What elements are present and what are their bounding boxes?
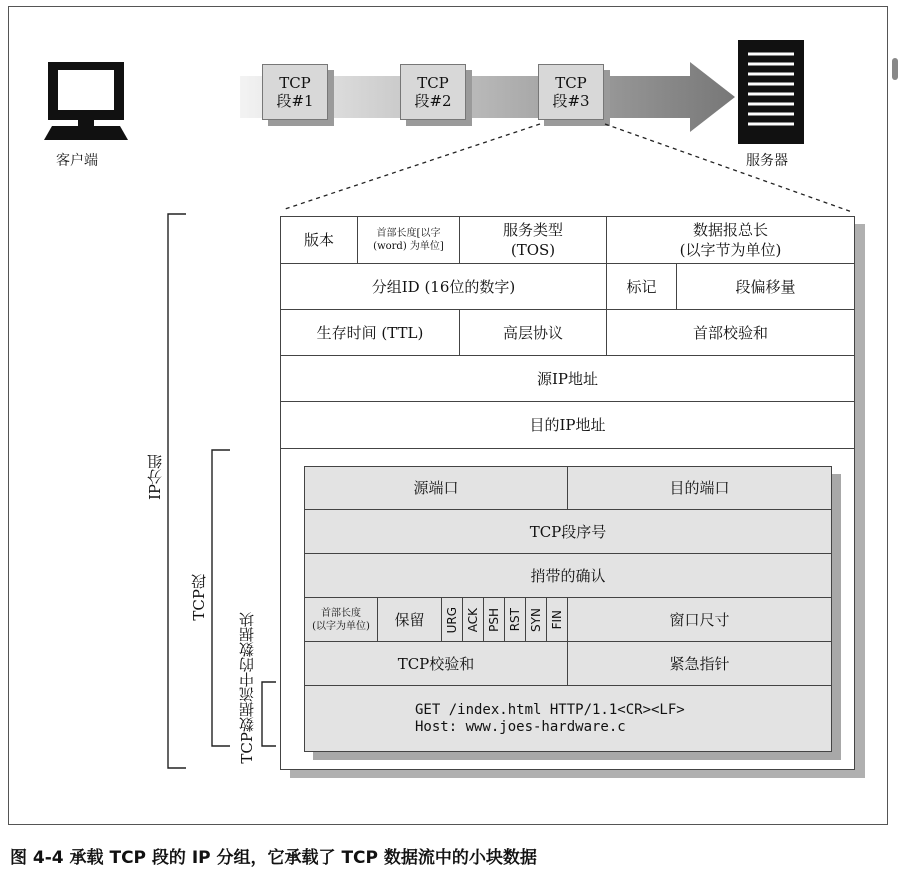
urgent-pointer-text: 紧急指针: [669, 655, 730, 673]
dest-port-text: 目的端口: [669, 479, 730, 497]
packet-id-text: 分组ID (16位的数字): [371, 278, 516, 296]
flag-rst-text: RST: [508, 608, 522, 632]
ip-packet-label: IP分组: [146, 454, 164, 501]
ack-text: 捎带的确认: [530, 567, 606, 585]
tcp-hlen-line1: 首部长度: [321, 608, 361, 619]
tcp-row-4: [305, 597, 831, 642]
tos-line2: (TOS): [510, 241, 556, 259]
tcp-segment: [304, 466, 832, 752]
segment-1-line1: TCP: [279, 74, 311, 92]
flag-psh-text: PSH: [487, 608, 501, 632]
flag-psh: [483, 598, 504, 642]
urgent-pointer-field: [567, 642, 831, 686]
dest-port-field: [567, 467, 831, 509]
flag-urg: [441, 598, 462, 642]
fragment-offset-field: [676, 264, 854, 310]
flag-syn-text: SYN: [529, 608, 543, 632]
ttl-text: 生存时间 (TTL): [316, 324, 424, 342]
payload-line1: GET /index.html HTTP/1.1<CR><LF>: [415, 702, 685, 718]
sequence-text: TCP段序号: [529, 523, 607, 541]
fragment-offset-text: 段偏移量: [735, 278, 796, 296]
flag-rst: [504, 598, 525, 642]
payload-line2: Host: www.joes-hardware.c: [415, 719, 626, 735]
flag-ack-text: ACK: [466, 607, 480, 633]
flag-fin: [546, 598, 567, 642]
sequence-field: [305, 510, 831, 554]
ip-row-4: [281, 355, 854, 402]
tcp-hlen-line2: (以字为单位): [312, 621, 370, 632]
segment-2-line2: 段#2: [414, 92, 452, 110]
tcp-payload-row: [305, 685, 831, 752]
packet-id-field: [281, 264, 606, 310]
payload-field: [305, 686, 831, 752]
total-length-line2: (以字节为单位): [679, 241, 782, 259]
segment-3-line2: 段#3: [552, 92, 590, 110]
segment-2-line1: TCP: [417, 74, 449, 92]
tcp-segment-label: TCP段: [190, 574, 208, 621]
source-port-text: 源端口: [413, 479, 459, 497]
ack-field: [305, 554, 831, 598]
dest-ip-field: [281, 402, 854, 448]
tcp-row-1: [305, 467, 831, 509]
protocol-field: [459, 310, 606, 356]
tcp-row-2: [305, 509, 831, 554]
window-text: 窗口尺寸: [669, 611, 730, 629]
flag-syn: [525, 598, 546, 642]
tos-field: [459, 217, 606, 263]
segment-3-line1: TCP: [555, 74, 587, 92]
figure-caption: 图 4-4 承载 TCP 段的 IP 分组，它承载了 TCP 数据流中的小块数据: [10, 848, 537, 868]
header-checksum-text: 首部校验和: [692, 324, 768, 342]
tcp-checksum-field: [305, 642, 567, 686]
header-checksum-field: [606, 310, 854, 356]
server-label: 服务器: [746, 153, 788, 169]
client-label: 客户端: [56, 153, 98, 169]
source-port-field: [305, 467, 567, 509]
source-ip-text: 源IP地址: [536, 370, 599, 388]
tos-line1: 服务类型: [502, 221, 563, 239]
ip-row-5: [281, 401, 854, 449]
dest-ip-text: 目的IP地址: [529, 416, 606, 434]
flag-fin-text: FIN: [550, 610, 564, 630]
ip-row-3: [281, 309, 854, 356]
tcp-checksum-text: TCP校验和: [397, 655, 475, 673]
flags-text: 标记: [626, 278, 657, 296]
window-field: [567, 598, 831, 642]
version-field: [281, 217, 357, 263]
flag-ack: [462, 598, 483, 642]
ttl-field: [281, 310, 459, 356]
tcp-row-3: [305, 553, 831, 598]
version-text: 版本: [303, 231, 334, 249]
total-length-field: [606, 217, 854, 263]
ip-row-2: [281, 263, 854, 310]
ip-hlen-line2: (word) 为单位]: [373, 241, 444, 252]
source-ip-field: [281, 356, 854, 402]
ip-row-1: [281, 217, 854, 263]
protocol-text: 高层协议: [502, 324, 563, 342]
ip-hlen-line1: 首部长度[以字: [376, 228, 441, 239]
total-length-line1: 数据报总长: [692, 221, 768, 239]
tcp-row-5: [305, 641, 831, 686]
reserved-field: [377, 598, 441, 642]
flag-urg-text: URG: [445, 606, 459, 634]
flags-field: [606, 264, 676, 310]
reserved-text: 保留: [394, 611, 425, 629]
ip-header-length-field: [357, 217, 459, 263]
tcp-data-label: TCP数据流中的数据块: [238, 612, 256, 764]
tcp-header-length-field: [305, 598, 377, 642]
segment-1-line2: 段#1: [276, 92, 314, 110]
